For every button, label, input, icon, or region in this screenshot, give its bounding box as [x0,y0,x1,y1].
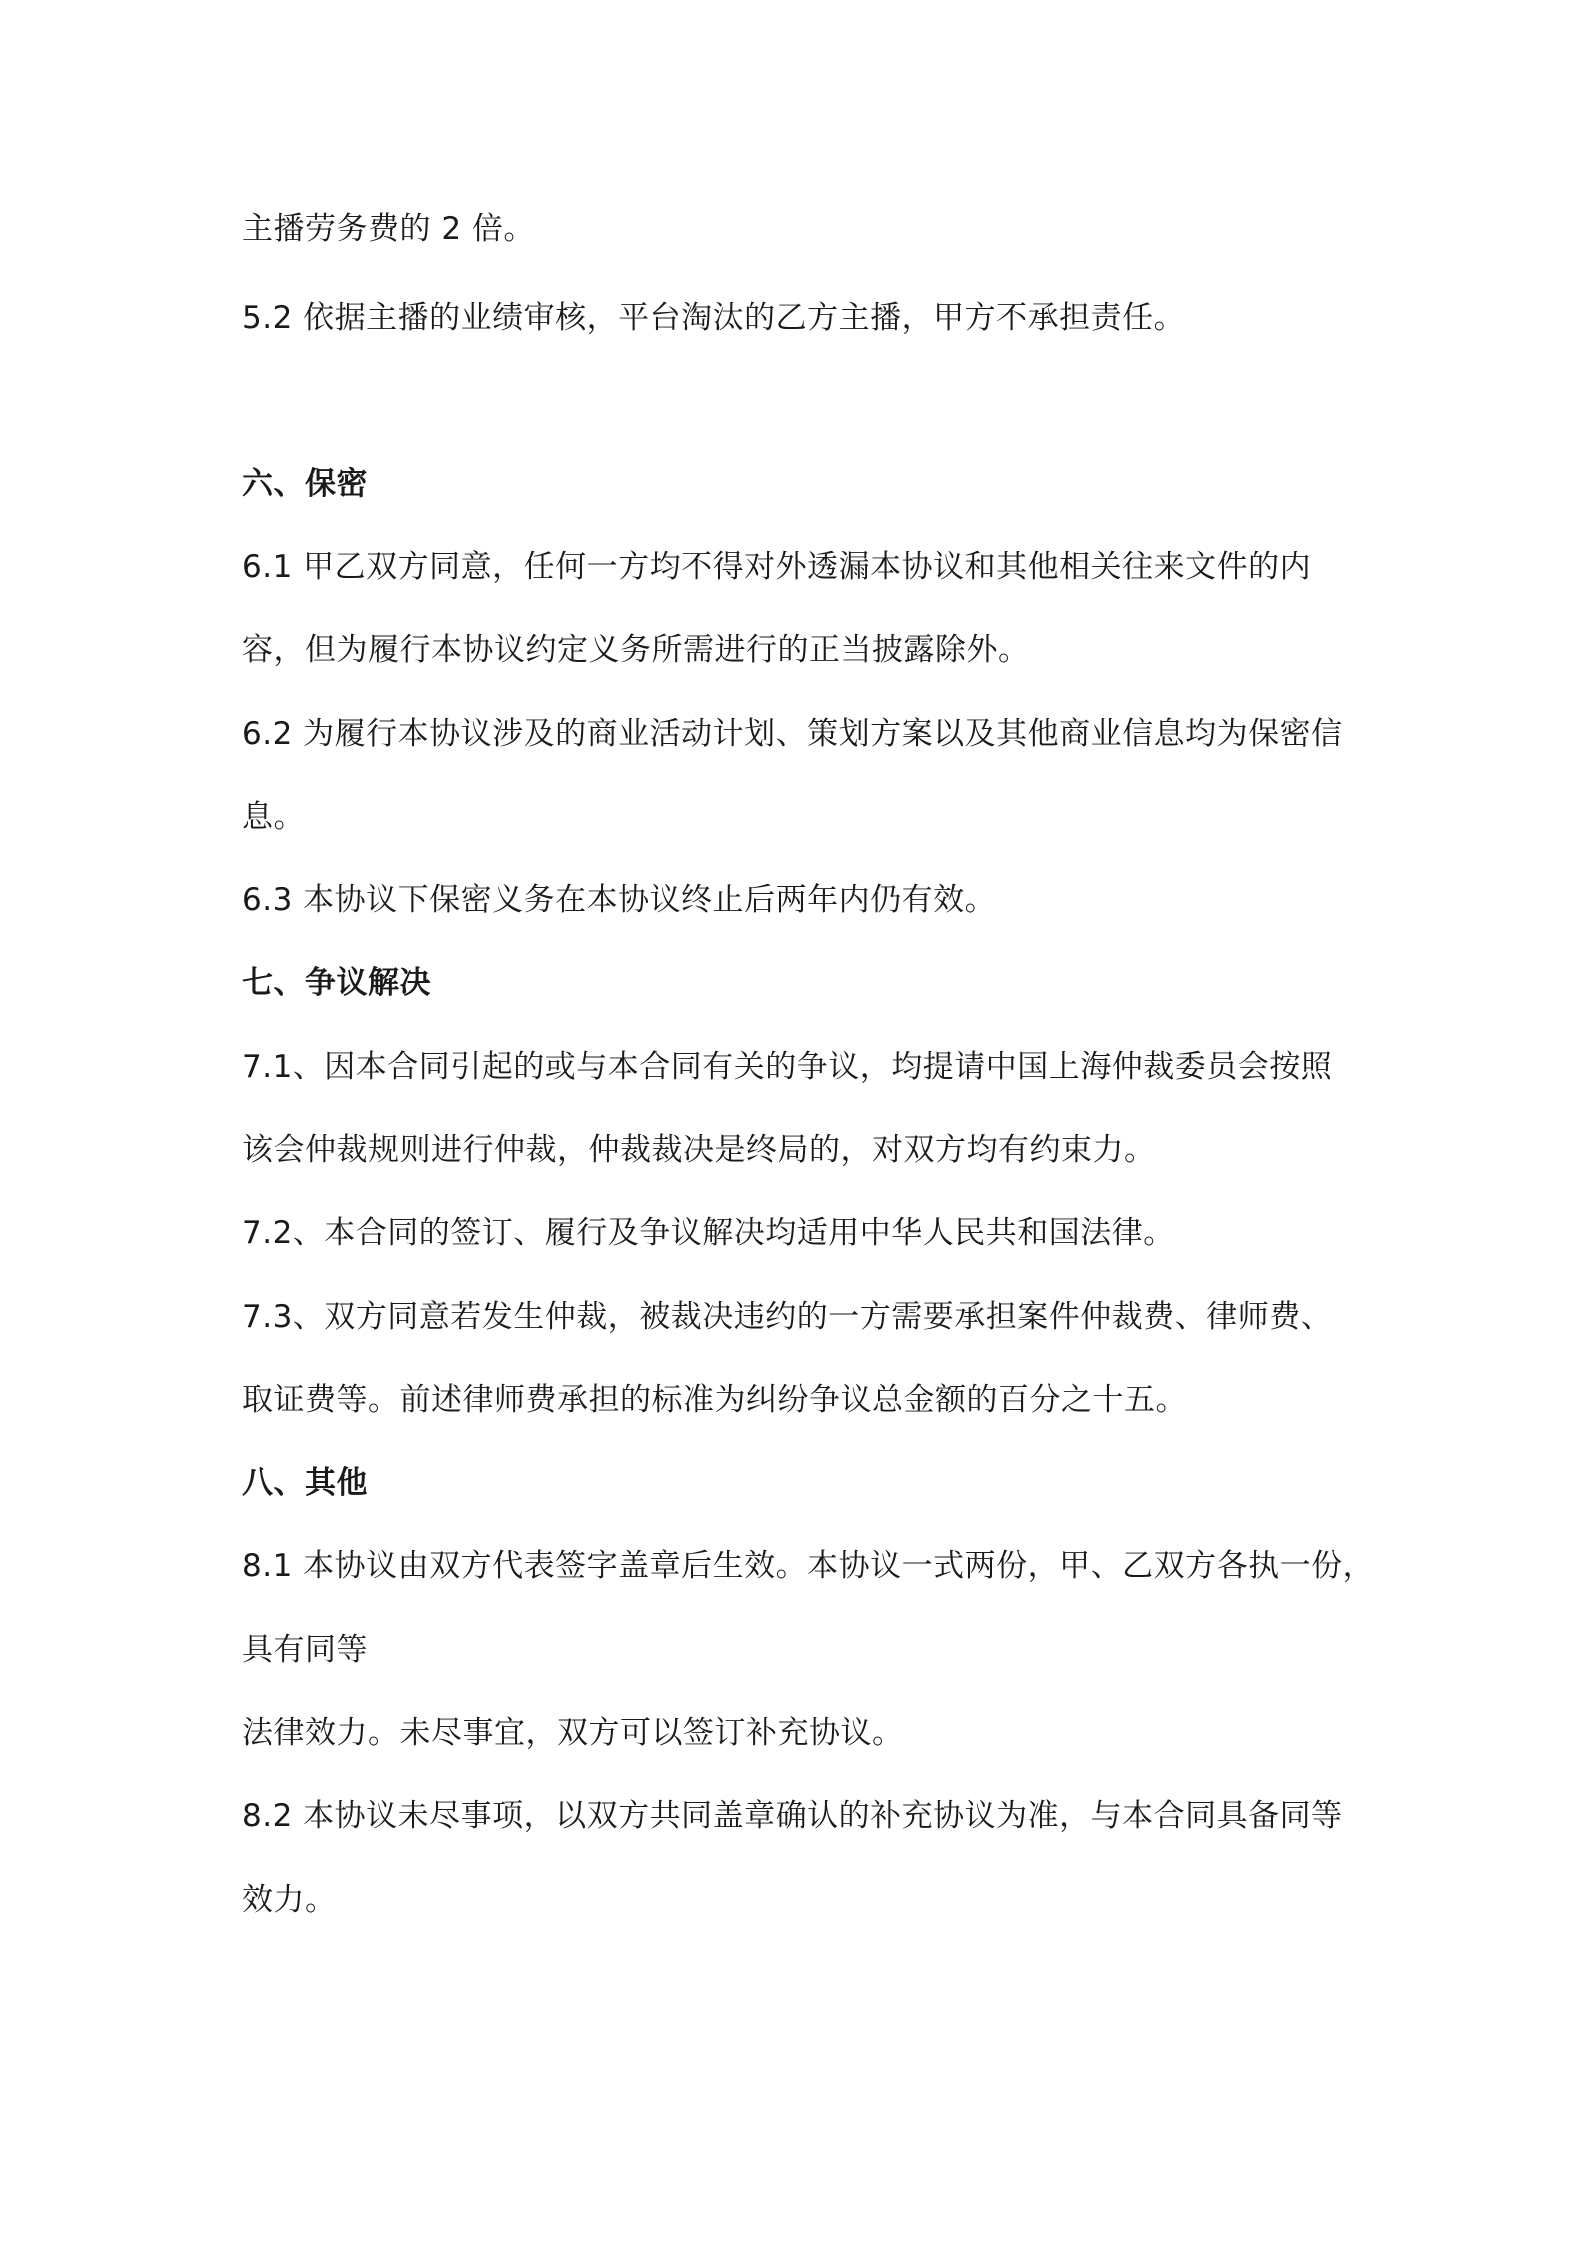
text-line-2: 5.2 依据主播的业绩审核，平台淘汰的乙方主播，甲方不承担责任。 [242,300,1186,336]
text-line-14: 具有同等 [242,1632,368,1668]
text-line-6: 息。 [242,799,305,835]
text-line-17: 效力。 [242,1882,337,1918]
text-line-4: 容，但为履行本协议约定义务所需进行的正当披露除外。 [242,632,1030,668]
section-heading-confidentiality: 六、保密 [242,466,368,502]
section-heading-dispute: 七、争议解决 [242,965,431,1001]
text-line-9: 该会仲裁规则进行仲裁，仲裁裁决是终局的，对双方均有约束力。 [242,1132,1156,1168]
text-line-7: 6.3 本协议下保密义务在本协议终止后两年内仍有效。 [242,882,997,918]
text-line-1: 主播劳务费的 2 倍。 [242,211,535,247]
text-line-13: 8.1 本协议由双方代表签字盖章后生效。本协议一式两份，甲、乙双方各执一份， [242,1548,1375,1584]
section-heading-other: 八、其他 [242,1465,368,1501]
text-line-5: 6.2 为履行本协议涉及的商业活动计划、策划方案以及其他商业信息均为保密信 [242,716,1343,752]
text-line-15: 法律效力。未尽事宜，双方可以签订补充协议。 [242,1715,904,1751]
text-line-8: 7.1、因本合同引起的或与本合同有关的争议，均提请中国上海仲裁委员会按照 [242,1049,1333,1085]
text-line-12: 取证费等。前述律师费承担的标准为纠纷争议总金额的百分之十五。 [242,1382,1187,1418]
text-line-11: 7.3、双方同意若发生仲裁，被裁决违约的一方需要承担案件仲裁费、律师费、 [242,1299,1333,1335]
text-line-3: 6.1 甲乙双方同意，任何一方均不得对外透漏本协议和其他相关往来文件的内 [242,549,1312,585]
text-line-16: 8.2 本协议未尽事项，以双方共同盖章确认的补充协议为准，与本合同具备同等 [242,1798,1343,1834]
text-line-10: 7.2、本合同的签订、履行及争议解决均适用中华人民共和国法律。 [242,1215,1175,1251]
